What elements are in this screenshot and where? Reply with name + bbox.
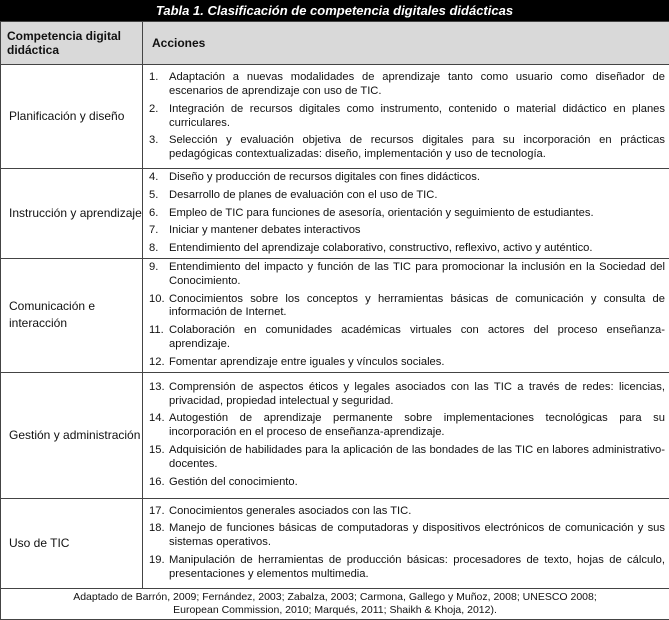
action-text: Desarrollo de planes de evaluación con el uso de TIC.: [169, 189, 665, 203]
table-header-row: [1, 22, 669, 65]
category-cell: Instrucción y aprendizaje: [1, 169, 143, 259]
table-row: [1, 372, 669, 498]
action-item: [149, 381, 665, 409]
action-text: Entendimiento del aprendizaje colaborativo, constructivo, reflexivo, activo y auténtico.: [169, 242, 665, 256]
header-acciones: Acciones: [143, 22, 669, 65]
category-line: Comunicación e: [9, 298, 142, 315]
action-text: Gestión del conocimiento.: [169, 476, 665, 490]
category-line: interacción: [9, 315, 142, 332]
action-number: 5.: [149, 189, 169, 203]
action-item: [149, 207, 665, 221]
action-item: [149, 134, 665, 162]
actions-cell: [143, 498, 669, 588]
action-item: [149, 554, 665, 582]
action-text: Comprensión de aspectos éticos y legales asociados con las TIC a través de redes: licencias, privacidad, propiedad intelectual y seguridad.: [169, 381, 665, 409]
action-number: 6.: [149, 207, 169, 221]
category-cell: [1, 258, 143, 372]
action-text: Colaboración en comunidades académicas virtuales con actores del proceso enseñanza-aprendizaje.: [169, 324, 665, 352]
action-number: 13.: [149, 381, 169, 409]
action-text: Iniciar y mantener debates interactivos: [169, 224, 665, 238]
category-cell: Planificación y diseño: [1, 65, 143, 169]
action-text: Entendimiento del impacto y función de las TIC para promocionar la inclusión en la Sociedad del Conocimiento.: [169, 261, 665, 289]
action-text: Integración de recursos digitales como instrumento, contenido o material didáctico en planes curriculares.: [169, 103, 665, 131]
action-number: 10.: [149, 293, 169, 321]
action-number: 7.: [149, 224, 169, 238]
header-competencia-line2: didáctica: [7, 43, 142, 57]
action-item: [149, 189, 665, 203]
action-item: [149, 242, 665, 256]
table-row: [1, 258, 669, 372]
action-number: 12.: [149, 356, 169, 370]
action-text: Selección y evaluación objetiva de recursos digitales para su incorporación en prácticas pedagógicas contextualizadas: diseño, implementación y uso de tecnología.: [169, 134, 665, 162]
source-note: [1, 588, 669, 619]
actions-cell: [143, 372, 669, 498]
actions-cell: [143, 169, 669, 259]
action-item: [149, 324, 665, 352]
action-item: [149, 103, 665, 131]
action-text: Manipulación de herramientas de producción básicas: procesadores de texto, hojas de cálculo, presentaciones y elementos multimedia.: [169, 554, 665, 582]
action-text: Manejo de funciones básicas de computadoras y dispositivos electrónicos de comunicación y sus sistemas operativos.: [169, 522, 665, 550]
action-item: [149, 261, 665, 289]
action-text: Adquisición de habilidades para la aplicación de las bondades de las TIC en labores administrativo-docentes.: [169, 444, 665, 472]
table-row: [1, 65, 669, 169]
source-line: Adaptado de Barrón, 2009; Fernández, 2003; Zabalza, 2003; Carmona, Gallego y Muñoz, 2008; UNESCO 2008;: [1, 591, 669, 604]
action-number: 17.: [149, 505, 169, 519]
actions-cell: [143, 65, 669, 169]
action-item: [149, 412, 665, 440]
action-item: [149, 505, 665, 519]
action-item: [149, 522, 665, 550]
table-title: Tabla 1. Clasificación de competencia digitales didácticas: [0, 0, 669, 21]
action-number: 14.: [149, 412, 169, 440]
action-number: 15.: [149, 444, 169, 472]
actions-cell: [143, 258, 669, 372]
action-number: 16.: [149, 476, 169, 490]
competencies-table: [0, 21, 669, 620]
action-item: [149, 293, 665, 321]
action-number: 3.: [149, 134, 169, 162]
action-text: Conocimientos sobre los conceptos y herramientas básicas de comunicación y consulta de información de Internet.: [169, 293, 665, 321]
action-item: [149, 356, 665, 370]
action-text: Adaptación a nuevas modalidades de aprendizaje tanto como usuario como diseñador de escenarios de aprendizaje con uso de TIC.: [169, 71, 665, 99]
action-text: Autogestión de aprendizaje permanente sobre implementaciones tecnológicas para su incorporación en el proceso de enseñanza-aprendizaje.: [169, 412, 665, 440]
action-item: [149, 444, 665, 472]
action-item: [149, 476, 665, 490]
table-row: [1, 169, 669, 259]
action-number: 1.: [149, 71, 169, 99]
action-text: Fomentar aprendizaje entre iguales y vínculos sociales.: [169, 356, 665, 370]
table-row: [1, 498, 669, 588]
action-number: 11.: [149, 324, 169, 352]
action-number: 9.: [149, 261, 169, 289]
action-text: Diseño y producción de recursos digitales con fines didácticos.: [169, 171, 665, 185]
action-text: Conocimientos generales asociados con las TIC.: [169, 505, 665, 519]
source-row: [1, 588, 669, 619]
header-competencia: [1, 22, 143, 65]
category-cell: Gestión y administración: [1, 372, 143, 498]
action-text: Empleo de TIC para funciones de asesoría, orientación y seguimiento de estudiantes.: [169, 207, 665, 221]
action-number: 2.: [149, 103, 169, 131]
action-number: 18.: [149, 522, 169, 550]
header-competencia-line1: Competencia digital: [7, 29, 142, 43]
action-number: 8.: [149, 242, 169, 256]
action-number: 4.: [149, 171, 169, 185]
action-item: [149, 71, 665, 99]
action-item: [149, 171, 665, 185]
source-line: European Commission, 2010; Marqués, 2011; Shaikh & Khoja, 2012).: [1, 604, 669, 617]
action-number: 19.: [149, 554, 169, 582]
action-item: [149, 224, 665, 238]
category-cell: Uso de TIC: [1, 498, 143, 588]
